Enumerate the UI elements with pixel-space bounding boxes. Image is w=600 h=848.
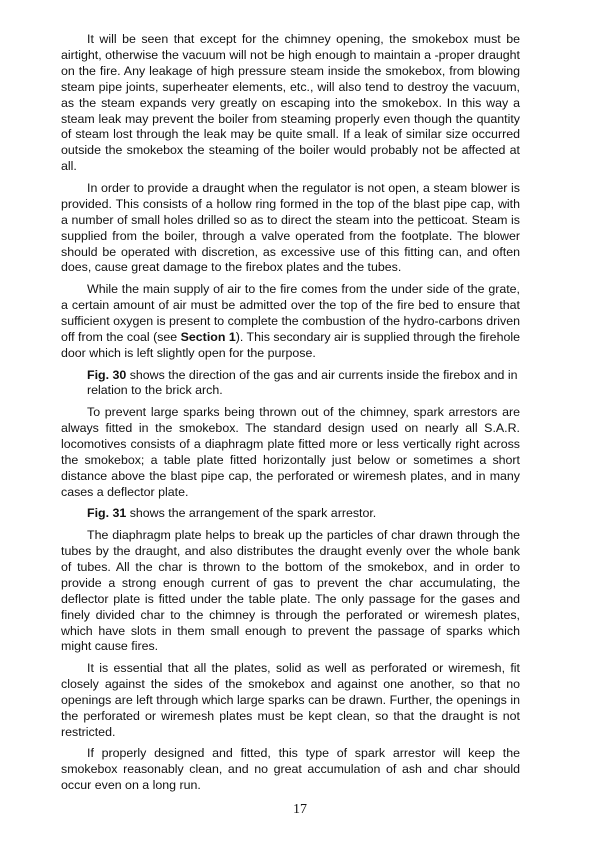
page-number: 17 [293,802,307,817]
paragraph-plates-fit: It is essential that all the plates, solid as well as perforated or wiremesh, fit closely against the sides of the smokebox and against one another, so that no openings are left through which large sparks can be drawn. Further, the openings in the perforated or wiremesh plates must be kept clean, so that the draught is not restricted. [61,661,520,739]
figure-31-note [61,506,520,522]
figure-30-ref: Fig. 30 [87,367,127,382]
section-reference: Section 1 [180,329,236,344]
paragraph-smokebox-airtight: It will be seen that except for the chimney opening, the smokebox must be airtight, otherwise the vacuum will not be high enough to maintain a -proper draught on the fire. Any leakage of high pressure steam inside the smokebox, from blowing steam pipe joints, superheater elements, etc., will also tend to destroy the vacuum, as the steam expands very greatly on escaping into the smokebox. In this way a steam leak may prevent the boiler from steaming properly even though the quantity of steam lost through the leak may be quite small. If a leak of similar size occurred outside the smokebox the steaming of the boiler would probably not be affected at all. [61,32,520,174]
paragraph-secondary-air-text-a: While the main supply of air to the fire comes from the under side of the grate, a certain amount of air must be admitted over the top of the fire bed to ensure that sufficient oxygen is present to complete the combustion of the hydro-carbons driven off from the coal (see [61,282,520,344]
paragraph-spark-arrestors: To prevent large sparks being thrown out of the chimney, spark arrestors are always fitted in the smokebox. The standard design used on nearly all S.A.R. locomotives consists of a diaphragm plate fitted more or less vertically right across the smokebox; a table plate fitted horizontally just below or sometimes a short distance above the blast pipe cap, the perforated or wiremesh plates, and in many cases a deflector plate. [61,405,520,499]
paragraph-secondary-air [61,282,520,362]
paragraph-secondary-air-text-b: ). This secondary air is supplied through the firehole door which is left slightly open for the purpose. [61,329,520,360]
figure-30-note [61,368,520,400]
figure-31-ref: Fig. 31 [87,506,127,521]
paragraph-diaphragm-plate: The diaphragm plate helps to break up the particles of char drawn through the tubes by the draught, and also distributes the draught evenly over the whole bank of tubes. All the char is thrown to the bottom of the smokebox, and in order to provide a strong enough current of gas to prevent the char accumulating, the deflector plate is fitted under the table plate. The only passage for the gases and finely divided char to the chimney is through the perforated or wiremesh plates, which have slots in them small enough to prevent the passage of sparks which might cause fires. [61,528,520,654]
figure-30-text: shows the direction of the gas and air currents inside the firebox and in relation to the brick arch. [87,367,518,398]
body-text [61,32,520,800]
paragraph-steam-blower: In order to provide a draught when the regulator is not open, a steam blower is provided. This consists of a hollow ring formed in the top of the blast pipe cap, with a number of small holes drilled so as to direct the steam into the petticoat. Steam is supplied from the boiler, through a valve operated from the footplate. The blower should be operated with discretion, as excessive use of this fitting can, and often does, cause great damage to the firebox plates and the tubes. [61,180,520,275]
paragraph-properly-fitted: If properly designed and fitted, this type of spark arrestor will keep the smokebox reasonably clean, and no great accumulation of ash and char should occur even on a long run. [61,746,520,793]
figure-31-text: shows the arrangement of the spark arrestor. [126,506,377,521]
